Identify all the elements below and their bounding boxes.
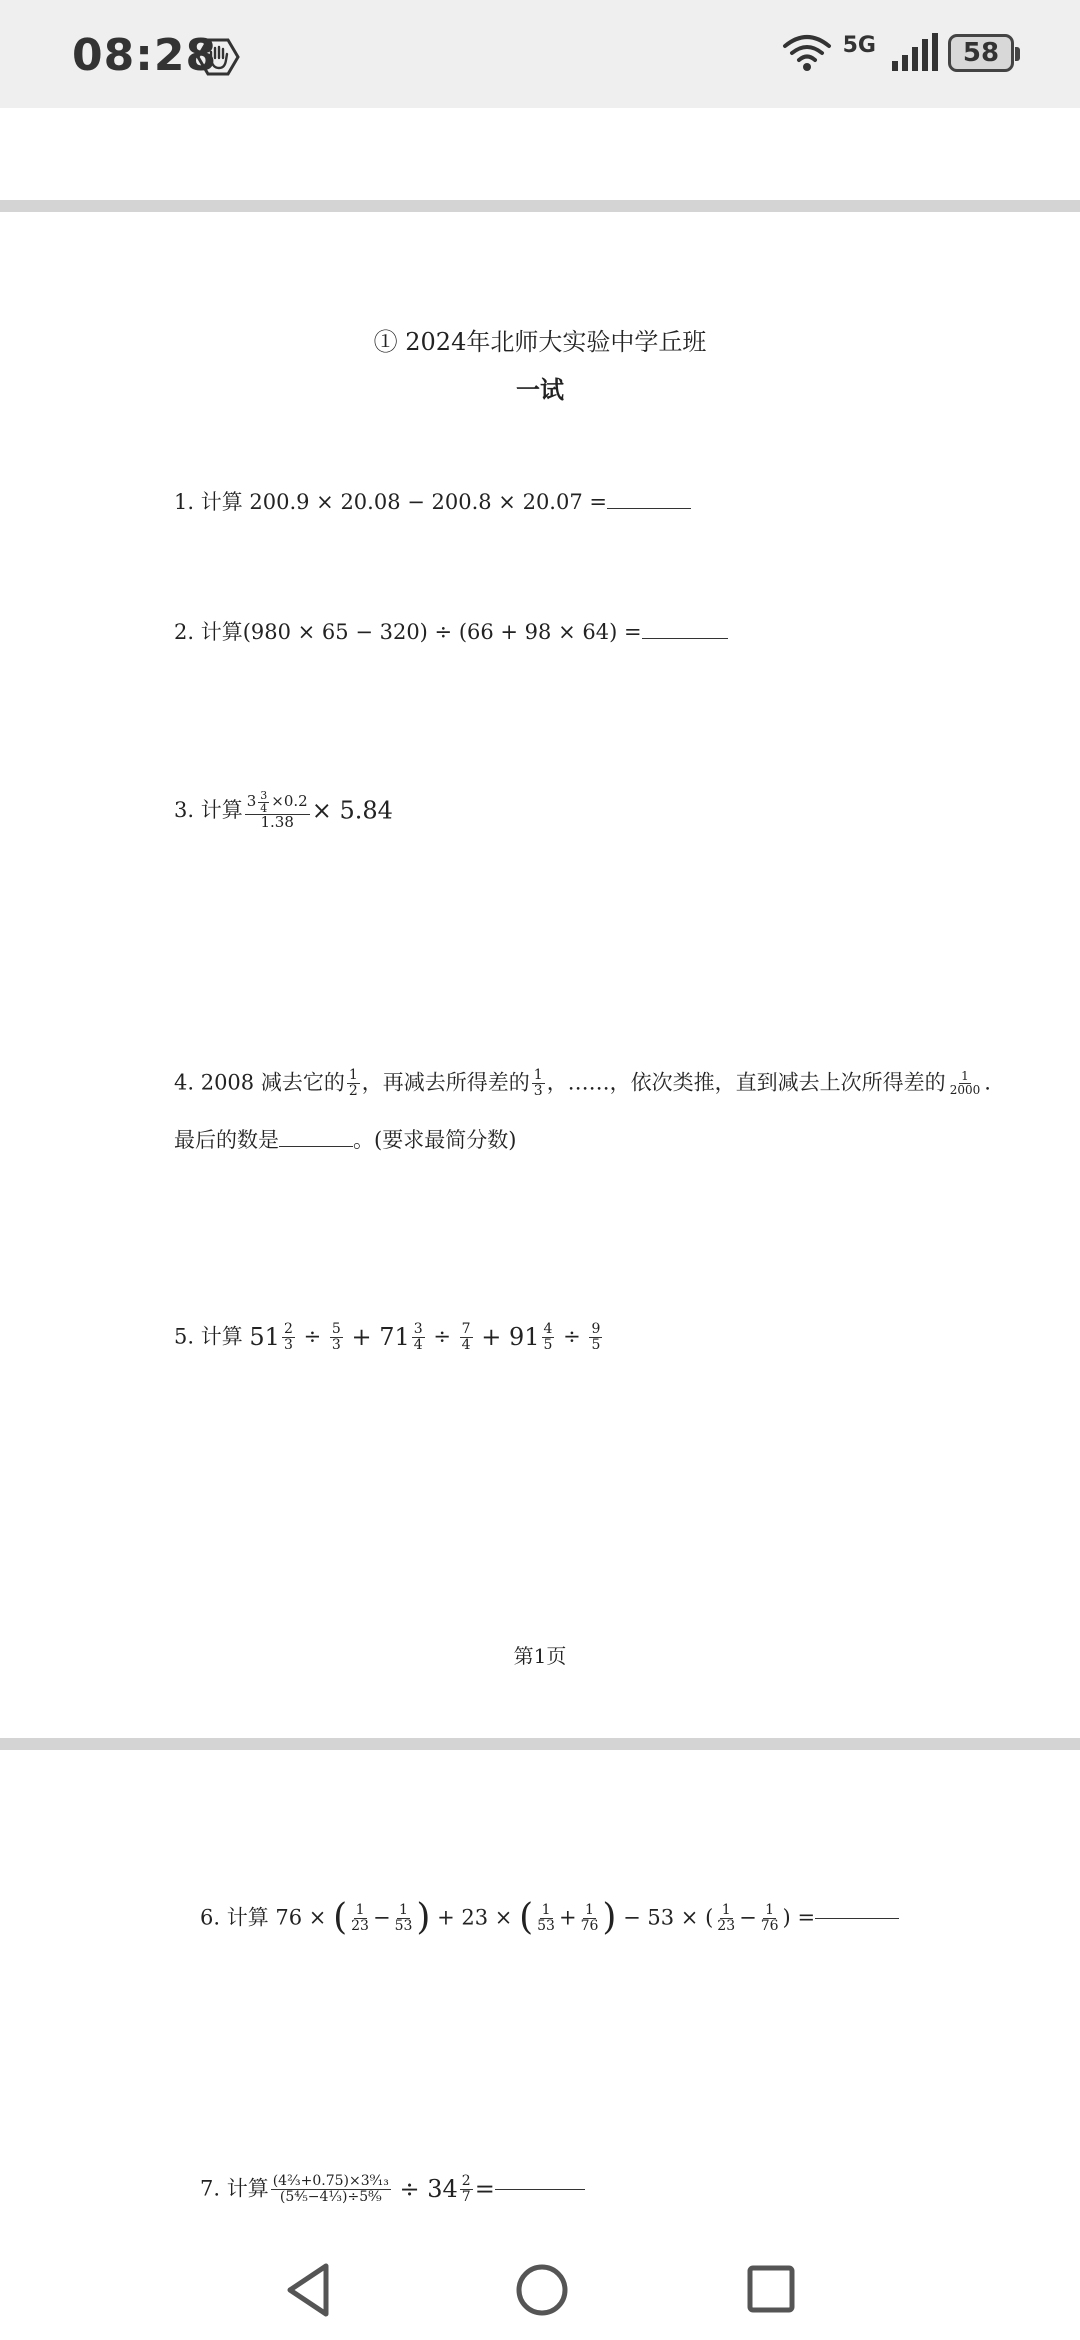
signal-icon xyxy=(886,33,938,73)
fraction-denominator: (5⁴⁄₅−4¹⁄₃)÷5⁸⁄₉ xyxy=(279,2188,382,2205)
denominator: 53 xyxy=(394,1917,413,1934)
fraction xyxy=(542,1322,555,1352)
denominator: 53 xyxy=(537,1917,555,1934)
q4-text-a: 4. 2008 减去它的 xyxy=(174,1070,345,1095)
denominator: 4 xyxy=(260,801,268,815)
equals: = xyxy=(797,1905,816,1930)
answer-blank xyxy=(607,508,691,509)
denominator: 76 xyxy=(580,1917,599,1934)
network-type: 5G xyxy=(842,33,876,58)
operator: ÷ xyxy=(563,1324,581,1349)
fraction-denominator: 1.38 xyxy=(260,813,294,832)
q6-prefix: 6. 计算 76 × xyxy=(200,1905,327,1930)
denominator: 76 xyxy=(760,1917,779,1934)
wifi-icon xyxy=(781,32,833,74)
question-6 xyxy=(200,1897,899,1938)
operator: + xyxy=(558,1905,577,1930)
battery-icon xyxy=(948,34,1014,72)
hand-icon xyxy=(196,38,240,76)
fraction xyxy=(715,1903,737,1933)
numerator: 1 xyxy=(348,1067,358,1083)
question-2-text: 2. 计算(980 × 65 − 320) ÷ (66 + 98 × 64) = xyxy=(174,620,642,644)
numerator: 1 xyxy=(585,1901,594,1918)
times-part: ×0.2 xyxy=(271,792,308,811)
home-icon[interactable] xyxy=(514,2262,570,2318)
document-subtitle: 一试 xyxy=(516,375,564,404)
denominator: 4 xyxy=(461,1336,471,1353)
status-icons xyxy=(781,32,1014,74)
question-5 xyxy=(174,1322,604,1352)
numerator: 4 xyxy=(543,1321,553,1337)
numerator: 9 xyxy=(591,1321,601,1337)
question-4 xyxy=(174,1068,991,1098)
paren-open: ( xyxy=(333,1897,348,1938)
denominator: 3 xyxy=(533,1082,543,1099)
operator: ÷ xyxy=(303,1324,322,1349)
operator: + 23 × xyxy=(437,1905,513,1930)
q4-text-b: ，再减去所得差的 xyxy=(361,1070,530,1095)
paren-close: ) xyxy=(416,1897,431,1938)
fraction xyxy=(948,1070,983,1096)
paren-open: ( xyxy=(705,1905,714,1930)
fraction xyxy=(412,1322,425,1352)
numerator: 1 xyxy=(765,1901,775,1918)
operator: + 71 xyxy=(351,1323,410,1352)
denominator: 23 xyxy=(717,1917,736,1934)
numerator: 1 xyxy=(541,1901,551,1918)
fraction xyxy=(535,1903,557,1933)
question-3-suffix: × 5.84 xyxy=(311,796,393,825)
mixed-whole: 3 xyxy=(246,792,257,811)
question-3-prefix: 3. 计算 xyxy=(174,797,243,822)
fraction xyxy=(282,1322,295,1352)
denominator: 3 xyxy=(283,1336,293,1353)
paren-close: ) xyxy=(782,1905,791,1930)
numerator: 5 xyxy=(331,1321,341,1337)
status-bar xyxy=(0,0,1080,108)
fraction xyxy=(579,1903,601,1933)
paren-open: ( xyxy=(519,1897,534,1938)
question-7 xyxy=(200,2174,585,2222)
denominator: 5 xyxy=(591,1336,601,1353)
equals: = xyxy=(474,2175,495,2204)
battery-level: 58 xyxy=(962,38,1000,68)
fraction-numerator: (4²⁄₃+0.75)×3⁹⁄₁₃ xyxy=(272,2174,389,2189)
numerator: 3 xyxy=(413,1321,423,1337)
fraction xyxy=(347,1068,360,1098)
question-1-text: 1. 计算 200.9 × 20.08 − 200.8 × 20.07 = xyxy=(174,490,607,514)
numerator: 2 xyxy=(461,2174,471,2189)
question-1 xyxy=(174,492,691,513)
fraction xyxy=(532,1068,545,1098)
question-4-line-2 xyxy=(174,1130,516,1151)
numerator: 1 xyxy=(533,1067,543,1083)
q7-tail: ÷ 34 xyxy=(399,2175,458,2204)
denominator: 2000 xyxy=(949,1082,981,1097)
question-2 xyxy=(174,622,728,643)
answer-blank xyxy=(495,2189,585,2190)
numerator: 1 xyxy=(961,1069,969,1084)
numerator: 1 xyxy=(399,1901,408,1918)
denominator: 7 xyxy=(461,2188,471,2205)
recents-icon[interactable] xyxy=(746,2262,796,2318)
numerator: 3 xyxy=(260,789,268,802)
complex-fraction xyxy=(271,2174,391,2204)
operator: + 91 xyxy=(481,1323,540,1352)
denominator: 23 xyxy=(351,1917,369,1934)
complex-fraction xyxy=(245,790,310,831)
answer-blank xyxy=(279,1146,353,1147)
page-separator xyxy=(0,200,1080,212)
denominator: 4 xyxy=(413,1336,423,1353)
mixed-fraction xyxy=(258,790,269,814)
operator: − xyxy=(372,1905,391,1930)
document-title: ① 2024年北师大实验中学丘班 xyxy=(373,328,707,356)
denominator: 3 xyxy=(331,1336,341,1353)
q7-prefix: 7. 计算 xyxy=(200,2176,269,2201)
numerator: 7 xyxy=(461,1321,471,1337)
fraction xyxy=(460,1322,473,1352)
denominator: 5 xyxy=(543,1336,553,1353)
back-icon[interactable] xyxy=(284,2262,334,2318)
q4-text-d: . xyxy=(984,1070,991,1095)
fraction-numerator xyxy=(245,790,310,815)
fraction xyxy=(349,1903,371,1933)
answer-blank xyxy=(642,638,728,639)
q4-text-c: ，……，依次类推，直到减去上次所得差的 xyxy=(546,1070,946,1095)
page-separator xyxy=(0,1738,1080,1750)
numerator: 2 xyxy=(283,1321,293,1337)
page-number: 第1页 xyxy=(513,1644,567,1668)
q4-text-e: 最后的数是 xyxy=(174,1128,279,1152)
paren-close: ) xyxy=(602,1897,617,1938)
q4-text-f: 。(要求最简分数) xyxy=(353,1128,517,1152)
fraction xyxy=(330,1322,343,1352)
operator: ÷ xyxy=(433,1324,451,1349)
q5-prefix: 5. 计算 xyxy=(174,1324,243,1349)
fraction xyxy=(393,1903,415,1933)
numerator: 1 xyxy=(721,1901,731,1918)
q5-whole: 51 xyxy=(249,1323,280,1352)
question-3 xyxy=(174,790,393,831)
operator: − 53 × xyxy=(623,1905,699,1930)
fraction xyxy=(759,1903,781,1933)
answer-blank xyxy=(815,1918,899,1919)
status-time: 08:28 xyxy=(72,30,218,81)
denominator: 2 xyxy=(348,1082,358,1099)
fraction xyxy=(589,1322,602,1352)
operator: − xyxy=(739,1905,757,1930)
fraction xyxy=(460,2174,473,2204)
numerator: 1 xyxy=(355,1901,365,1918)
